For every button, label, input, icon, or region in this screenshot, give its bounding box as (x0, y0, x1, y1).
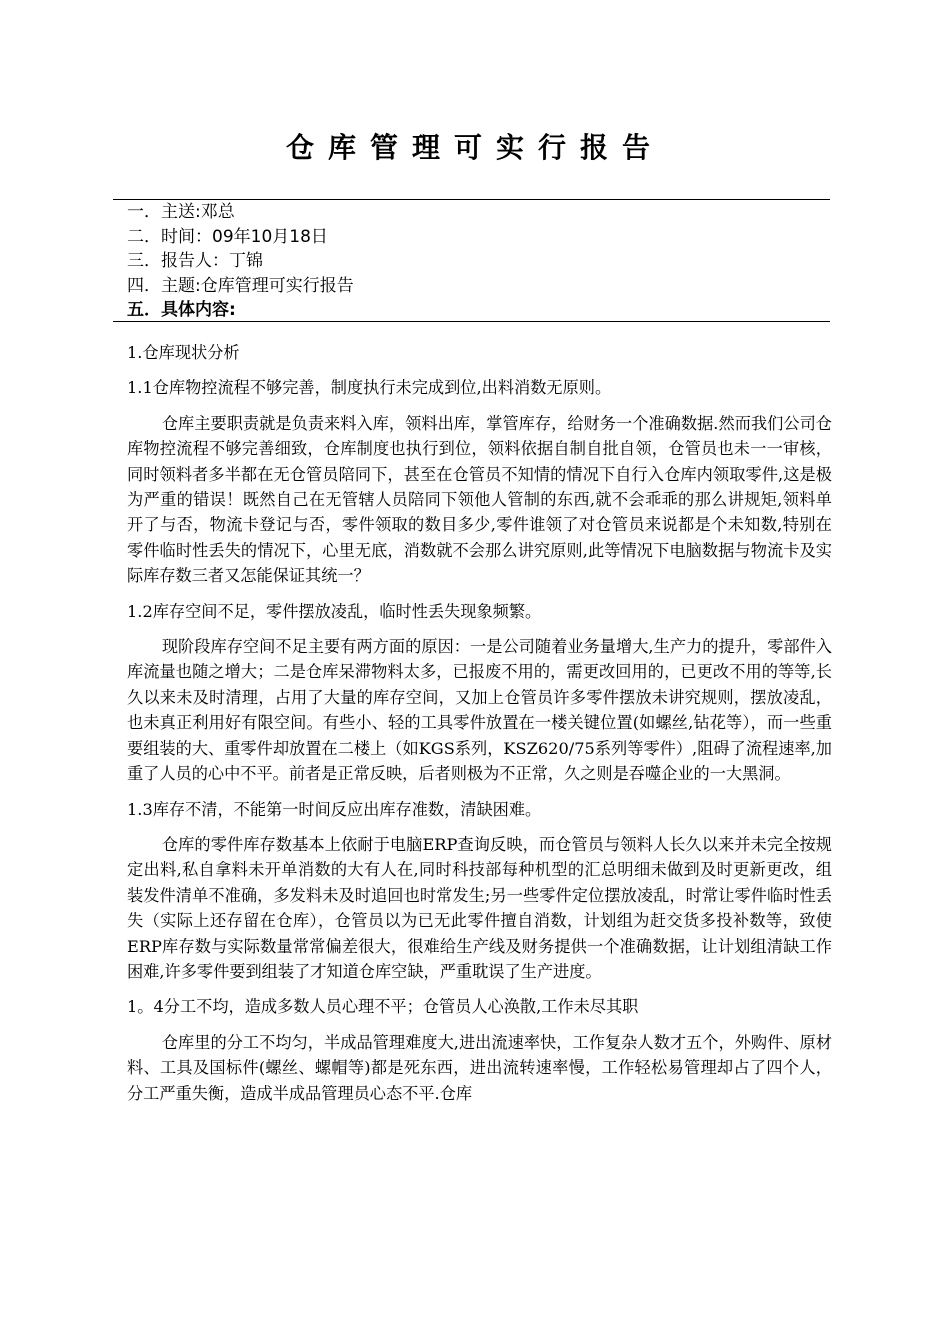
report-meta (127, 200, 827, 323)
report-body (127, 340, 832, 1116)
meta-subject: 四．主题:仓库管理可实行报告 (127, 275, 354, 296)
paragraph-1-3: 仓库的零件库存数基本上依耐于电脑ERP查询反映，而仓管员与领料人长久以来并未完全按规定出料,私自拿料未开单消数的大有人在,同时科技部每种机型的汇总明细未做到及时更新更改，组装发件清单不准确，多发料未及时追回也时常发生;另一些零件定位摆放凌乱，时常让零件临时性丢失（实际上还存留在仓库），仓管员以为已无此零件擅自消数，计划组为赶交货多投补数等，致使ERP库存数与实际数量常常偏差很大，很难给生产线及财务提供一个准确数据，让计划组清缺工作困难,许多零件要到组装了才知道仓库空缺，严重耽误了生产进度。 (127, 834, 832, 981)
paragraph-1-1: 仓库主要职责就是负责来料入库，领料出库，掌管库存，给财务一个准确数据.然而我们公司仓库物控流程不够完善细致，仓库制度也执行到位，领料依据自制自批自领，仓管员也未一一审核，同时领料者多半都在无仓管员陪同下，甚至在仓管员不知情的情况下自行入仓库内领取零件,这是极为严重的错误！既然自己在无管辖人员陪同下领他人管制的东西,就不会乖乖的那么讲规矩,领料单开了与否，物流卡登记与否，零件领取的数目多少,零件谁领了对仓管员来说都是个未知数,特别在零件临时性丢失的情况下，心里无底，消数就不会那么讲究原则,此等情况下电脑数据与物流卡及实际库存数三者又怎能保证其统一？ (127, 413, 832, 586)
meta-reporter: 三．报告人：丁锦 (127, 251, 263, 272)
subsection-heading-1-2: 1.2库存空间不足，零件摆放凌乱，临时性丢失现象频繁。 (127, 601, 542, 621)
meta-content-heading: 五．具体内容: (127, 300, 236, 321)
paragraph-1-4: 仓库里的分工不均匀，半成品管理难度大,进出流速率快，工作复杂人数才五个，外购件、原材料、工具及国标件(螺丝、螺帽等)都是死东西，进出流转速率慢，工作轻松易管理却占了四个人，分工严重失衡，造成半成品管理员心态不平.仓库 (127, 1032, 832, 1103)
meta-recipient: 一．主送:邓总 (127, 202, 235, 222)
header-rule-bottom (113, 321, 830, 322)
subsection-heading-1-1: 1.1仓库物控流程不够完善，制度执行未完成到位,出料消数无原则。 (127, 378, 612, 398)
document-title: 仓库管理可实行报告 (285, 131, 664, 164)
paragraph-1-2: 现阶段库存空间不足主要有两方面的原因：一是公司随着业务量增大,生产力的提升，零部件入库流量也随之增大；二是仓库呆滞物料太多，已报废不用的，需更改回用的，已更改不用的等等,长久以来未及时清理，占用了大量的库存空间，又加上仓管员许多零件摆放未讲究规则，摆放凌乱，也未真正利用好有限空间。有些小、轻的工具零件放置在一楼关键位置(如螺丝,钻花等），而一些重要组装的大、重零件却放置在二楼上（如KGS系列，KSZ620/75系列等零件）,阻碍了流程速率,加重了人员的心中不平。前者是正常反映，后者则极为不正常，久之则是吞噬企业的一大黑洞。 (127, 637, 832, 784)
subsection-heading-1-3: 1.3库存不清，不能第一时间反应出库存准数，清缺困难。 (127, 799, 542, 819)
section-heading: 1.仓库现状分析 (127, 343, 240, 362)
meta-date: 二．时间：09年10月18日 (127, 226, 328, 247)
subsection-heading-1-4: 1。4分工不均，造成多数人员心理不平；仓管员人心涣散,工作未尽其职 (127, 997, 639, 1017)
